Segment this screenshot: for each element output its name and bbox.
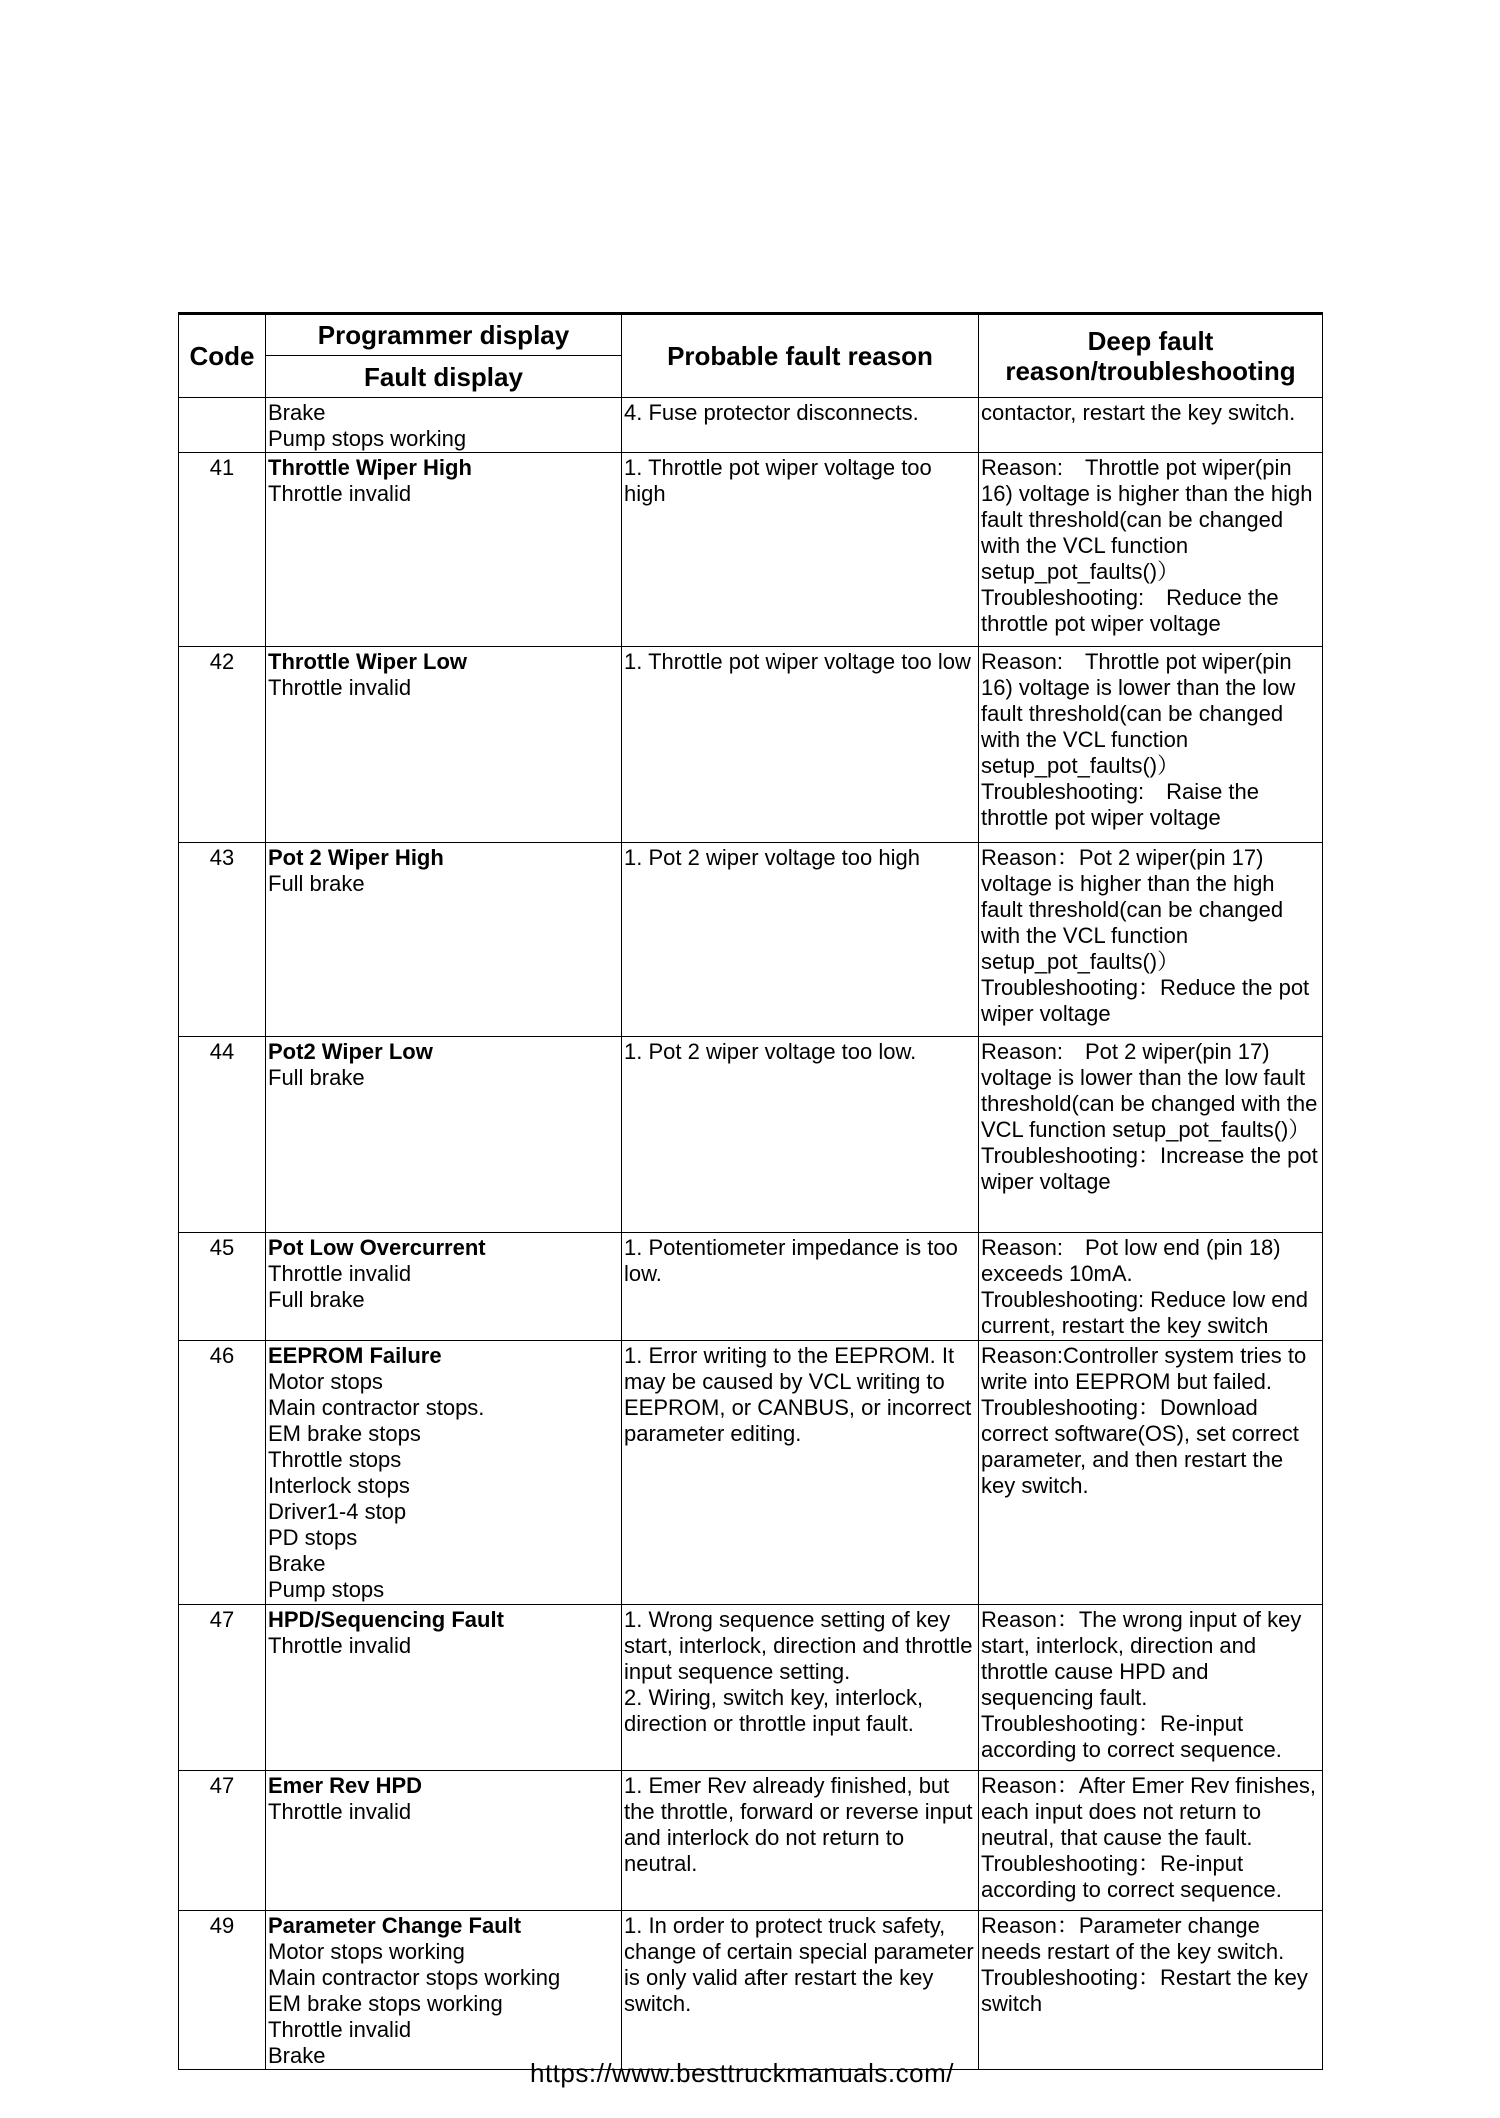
table-row [179, 398, 1323, 453]
table-row [179, 1037, 1323, 1233]
fault-effect: Interlock stops [268, 1473, 410, 1498]
fault-display-cell [266, 1233, 622, 1341]
header-deep-reason: Deep fault reason/troubleshooting [979, 314, 1323, 398]
header-probable-reason: Probable fault reason [622, 314, 979, 398]
probable-reason-cell [622, 1605, 979, 1771]
probable-reason-text: 1. Emer Rev already finished, but the throttle, forward or reverse input and interlock do not return to neutral. [624, 1773, 973, 1876]
fault-effect: Throttle invalid [268, 1261, 412, 1286]
table-row [179, 843, 1323, 1037]
fault-code: 44 [179, 1037, 266, 1233]
fault-effect: Full brake [268, 1287, 365, 1312]
probable-reason-cell [622, 647, 979, 843]
fault-title: Throttle Wiper Low [268, 649, 468, 674]
deep-reason-text: Troubleshooting：Re-input according to correct sequence. [981, 1851, 1282, 1902]
probable-reason-cell [622, 843, 979, 1037]
fault-effect: Main contractor stops working [268, 1965, 561, 1990]
deep-reason-text: Troubleshooting：Re-input according to correct sequence. [981, 1711, 1282, 1762]
fault-display-cell [266, 1771, 622, 1911]
header-fault-display: Fault display [266, 356, 622, 398]
fault-effect: Driver1-4 stop [268, 1499, 407, 1524]
fault-effect: Throttle invalid [268, 675, 412, 700]
fault-title: Parameter Change Fault [268, 1913, 522, 1938]
deep-reason-text: Troubleshooting: Reduce low end current, restart the key switch [981, 1287, 1308, 1338]
fault-code: 45 [179, 1233, 266, 1341]
deep-reason-text: Troubleshooting: Reduce the throttle pot wiper voltage [981, 585, 1279, 636]
deep-reason-text: Reason:Controller system tries to write into EEPROM but failed. [981, 1343, 1307, 1394]
deep-reason-text: Troubleshooting：Reduce the pot wiper voltage [981, 975, 1310, 1026]
fault-effect: Pump stops [268, 1577, 385, 1602]
probable-reason-cell [622, 1911, 979, 2070]
fault-code: 49 [179, 1911, 266, 2070]
probable-reason-cell [622, 398, 979, 453]
probable-reason-cell [622, 1341, 979, 1605]
deep-reason-cell [979, 843, 1323, 1037]
fault-code [179, 398, 266, 453]
fault-code: 47 [179, 1771, 266, 1911]
fault-display-cell [266, 453, 622, 647]
footer-url: https://www.besttruckmanuals.com/ [530, 2058, 954, 2088]
fault-effect: Full brake [268, 871, 365, 896]
deep-reason-cell [979, 453, 1323, 647]
table-row [179, 453, 1323, 647]
fault-code: 47 [179, 1605, 266, 1771]
deep-reason-cell [979, 1771, 1323, 1911]
fault-code-table [178, 312, 1323, 2070]
table-row [179, 1911, 1323, 2070]
fault-effect: Brake [268, 1551, 326, 1576]
fault-title: Emer Rev HPD [268, 1773, 423, 1798]
table-row [179, 1233, 1323, 1341]
deep-reason-text: Reason: Throttle pot wiper(pin 16) voltage is lower than the low fault threshold(can be changed with the VCL function setup_pot_faults()） [981, 649, 1296, 778]
fault-effect: Motor stops working [268, 1939, 465, 1964]
fault-effect: Motor stops [268, 1369, 383, 1394]
probable-reason-text: 4. Fuse protector disconnects. [624, 400, 919, 425]
probable-reason-cell [622, 1771, 979, 1911]
deep-reason-text: Troubleshooting：Increase the pot wiper voltage [981, 1143, 1318, 1194]
probable-reason-text: 1. Error writing to the EEPROM. It may be caused by VCL writing to EEPROM, or CANBUS, or incorrect parameter editing. [624, 1343, 972, 1446]
table-row [179, 1771, 1323, 1911]
fault-display-cell [266, 843, 622, 1037]
probable-reason-text: 1. Pot 2 wiper voltage too high [624, 845, 920, 870]
deep-reason-text: Reason：Parameter change needs restart of the key switch. [981, 1913, 1285, 1964]
fault-title: Throttle Wiper High [268, 455, 472, 480]
fault-title: HPD/Sequencing Fault [268, 1607, 504, 1632]
probable-reason-cell [622, 1233, 979, 1341]
fault-code: 46 [179, 1341, 266, 1605]
fault-title: EEPROM Failure [268, 1343, 442, 1368]
deep-reason-text: Reason: Pot low end (pin 18) exceeds 10mA. [981, 1235, 1281, 1286]
fault-effect: Throttle invalid [268, 1633, 412, 1658]
deep-reason-cell [979, 1037, 1323, 1233]
probable-reason-cell [622, 453, 979, 647]
fault-effect: EM brake stops working [268, 1991, 503, 2016]
probable-reason-text: 1. In order to protect truck safety, change of certain special parameter is only valid after restart the key switch. [624, 1913, 974, 2016]
deep-reason-text: Reason：After Emer Rev finishes, each input does not return to neutral, that cause the fault. [981, 1773, 1317, 1850]
fault-effect: Throttle invalid [268, 1799, 412, 1824]
fault-display-cell [266, 1605, 622, 1771]
fault-display-cell [266, 1341, 622, 1605]
fault-effect: Main contractor stops. [268, 1395, 485, 1420]
deep-reason-text: Reason：The wrong input of key start, interlock, direction and throttle cause HPD and sequencing fault. [981, 1607, 1302, 1710]
fault-display-cell [266, 398, 622, 453]
probable-reason-cell [622, 1037, 979, 1233]
deep-reason-cell [979, 1341, 1323, 1605]
probable-reason-text: 2. Wiring, switch key, interlock, direction or throttle input fault. [624, 1685, 924, 1736]
fault-effect: PD stops [268, 1525, 358, 1550]
fault-effect: Throttle invalid [268, 481, 412, 506]
deep-reason-cell [979, 1233, 1323, 1341]
deep-reason-text: Reason: Pot 2 wiper(pin 17) voltage is lower than the low fault threshold(can be changed with the VCL function setup_pot_faults()） [981, 1039, 1318, 1142]
probable-reason-text: 1. Throttle pot wiper voltage too high [624, 455, 932, 506]
fault-code: 43 [179, 843, 266, 1037]
fault-code: 41 [179, 453, 266, 647]
header-code: Code [179, 314, 266, 398]
deep-reason-text: Reason：Pot 2 wiper(pin 17) voltage is higher than the high fault threshold(can be changed with the VCL function setup_pot_faults()） [981, 845, 1284, 974]
fault-effect: Brake [268, 400, 326, 425]
fault-code: 42 [179, 647, 266, 843]
fault-effect: Pump stops working [268, 426, 467, 451]
probable-reason-text: 1. Throttle pot wiper voltage too low [624, 649, 971, 674]
fault-display-cell [266, 1911, 622, 2070]
deep-reason-cell [979, 647, 1323, 843]
probable-reason-text: 1. Wrong sequence setting of key start, interlock, direction and throttle input sequence setting. [624, 1607, 973, 1684]
fault-effect: Throttle invalid [268, 2017, 412, 2042]
header-programmer-display: Programmer display [266, 314, 622, 356]
deep-reason-cell [979, 1605, 1323, 1771]
deep-reason-cell [979, 398, 1323, 453]
deep-reason-cell [979, 1911, 1323, 2070]
deep-reason-text: contactor, restart the key switch. [981, 400, 1296, 425]
table-body [179, 398, 1323, 2070]
fault-display-cell [266, 647, 622, 843]
probable-reason-text: 1. Potentiometer impedance is too low. [624, 1235, 958, 1286]
table-row [179, 1605, 1323, 1771]
probable-reason-text: 1. Pot 2 wiper voltage too low. [624, 1039, 917, 1064]
table-row [179, 1341, 1323, 1605]
deep-reason-text: Reason: Throttle pot wiper(pin 16) voltage is higher than the high fault threshold(can be changed with the VCL function setup_pot_faults()） [981, 455, 1313, 584]
table-header [179, 314, 1323, 398]
table-row [179, 647, 1323, 843]
fault-effect: Throttle stops [268, 1447, 402, 1472]
deep-reason-text: Troubleshooting: Raise the throttle pot wiper voltage [981, 779, 1260, 830]
fault-title: Pot Low Overcurrent [268, 1235, 486, 1260]
fault-effect: EM brake stops [268, 1421, 421, 1446]
deep-reason-text: Troubleshooting：Restart the key switch [981, 1965, 1308, 2016]
fault-display-cell [266, 1037, 622, 1233]
fault-effect: Full brake [268, 1065, 365, 1090]
fault-title: Pot 2 Wiper High [268, 845, 444, 870]
deep-reason-text: Troubleshooting：Download correct software(OS), set correct parameter, and then restart the key switch. [981, 1395, 1299, 1498]
fault-title: Pot2 Wiper Low [268, 1039, 433, 1064]
fault-effect: Brake [268, 2043, 326, 2068]
